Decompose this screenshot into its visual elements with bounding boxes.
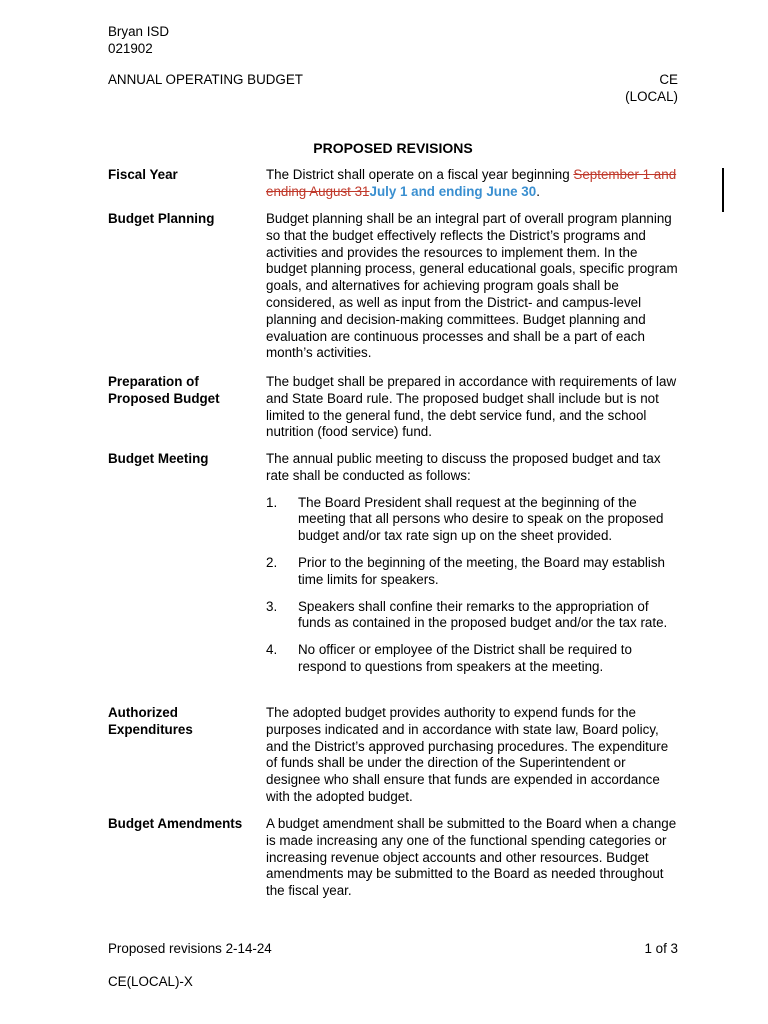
list-item-number: 3. — [266, 598, 278, 614]
authorized-label-line1: Authorized — [108, 705, 178, 720]
preparation-label-line1: Preparation of — [108, 374, 199, 389]
policy-type: (LOCAL) — [625, 89, 678, 104]
budget-meeting-body — [266, 451, 678, 686]
preparation-label-line2: Proposed Budget — [108, 390, 220, 406]
revision-change-bar — [722, 168, 724, 212]
authorized-text: The adopted budget provides authority to expend funds for the purposes indicated and in accordance with state law, Board policy, and the District’s approved purchasing procedures. The expenditure of funds shall be under the direction of the Superintendent or designee who shall ensure that funds are expended in accordance with the adopted budget. — [266, 705, 669, 804]
list-item — [266, 642, 678, 676]
authorized-label-line2: Expenditures — [108, 721, 193, 737]
budget-meeting-label: Budget Meeting — [108, 451, 209, 466]
list-item-number: 1. — [266, 494, 278, 510]
budget-meeting-intro: The annual public meeting to discuss the proposed budget and tax rate shall be conducted as follows: — [266, 451, 661, 483]
deleted-text: September 1 and ending August 31 — [266, 167, 677, 199]
fiscal-year-text-before: The District shall operate on a fiscal year beginning — [266, 167, 574, 182]
fiscal-year-text — [266, 167, 678, 201]
footer-revision: Proposed revisions 2-14-24 — [108, 941, 272, 956]
header-org-block — [108, 23, 169, 57]
list-item-text: No officer or employee of the District shall be required to respond to questions from speakers at the meeting. — [298, 642, 632, 674]
budget-meeting-list — [266, 495, 678, 676]
footer-page-number: 1 of 3 — [644, 941, 678, 956]
policy-code-block — [625, 71, 678, 105]
page-title: PROPOSED REVISIONS — [313, 140, 473, 156]
amendments-text: A budget amendment shall be submitted to the Board when a change is made increasing any one of the functional spending categories or increasing revenue object accounts and other resources. Budget amendments may be submitted to the Board as needed throughout the fiscal year. — [266, 816, 677, 899]
list-item — [266, 555, 678, 589]
budget-planning-label: Budget Planning — [108, 211, 215, 226]
org-name: Bryan ISD — [108, 24, 170, 39]
inserted-text: July 1 and ending June 30 — [369, 183, 537, 199]
list-item-number: 2. — [266, 554, 278, 570]
budget-planning-text: Budget planning shall be an integral part of overall program planning so that the budget effectively reflects the District’s programs and activities and provides the resources to implement them. In the budget planning process, general educational goals, specific program goals, and alternatives for achieving program goals shall be considered, as well as input from the District- and campus-level planning and decision-making committees. Budget planning and evaluation are continuous processes and shall be a part of each month’s activities. — [266, 211, 678, 361]
list-item — [266, 599, 678, 633]
section-title: ANNUAL OPERATING BUDGET — [108, 72, 303, 87]
org-code: 021902 — [108, 41, 153, 56]
preparation-label — [108, 374, 258, 407]
list-item-number: 4. — [266, 642, 278, 658]
list-item-text: The Board President shall request at the beginning of the meeting that all persons who desire to speak on the proposed budget and/or tax rate sign up on the sheet provided. — [298, 494, 664, 544]
header-policy-row — [108, 71, 678, 104]
list-item — [266, 495, 678, 545]
list-item-text: Speakers shall confine their remarks to the appropriation of funds as contained in the proposed budget and/or the tax rate. — [298, 598, 668, 631]
list-item-text: Prior to the beginning of the meeting, the Board may establish time limits for speakers. — [298, 554, 665, 587]
fiscal-year-text-after: . — [536, 183, 540, 199]
footer-doc-code: CE(LOCAL)-X — [108, 974, 193, 989]
preparation-text: The budget shall be prepared in accordance with requirements of law and State Board rule. The proposed budget shall include but is not limited to the general fund, the debt service fund, and the school nutrition (food service) fund. — [266, 374, 677, 440]
policy-code: CE — [659, 72, 678, 87]
authorized-label — [108, 705, 258, 738]
fiscal-year-label: Fiscal Year — [108, 167, 178, 182]
amendments-label: Budget Amendments — [108, 816, 243, 831]
